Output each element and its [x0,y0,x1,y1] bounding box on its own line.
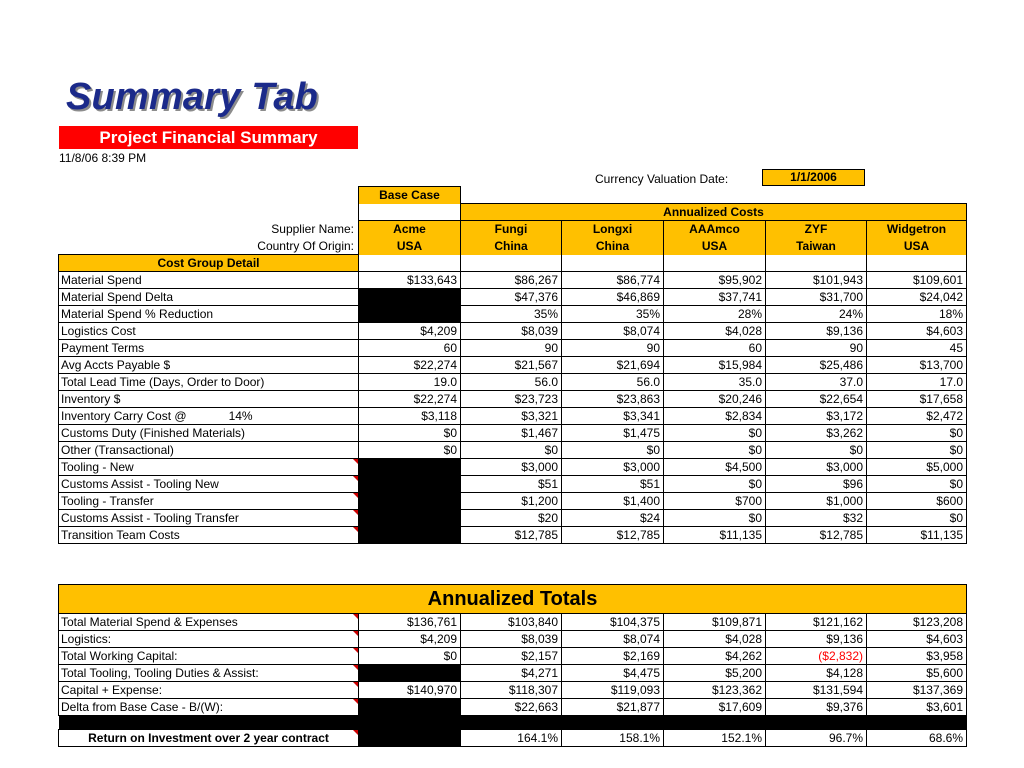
total-value-cell[interactable]: $3,958 [867,648,967,665]
total-value-cell[interactable]: $103,840 [461,614,562,631]
row-label [59,476,359,493]
value-cell[interactable]: $1,467 [461,425,562,442]
total-value-cell[interactable]: $9,136 [766,631,867,648]
table-row [59,699,967,716]
value-cell[interactable]: $0 [664,442,766,459]
value-cell[interactable] [359,510,461,527]
annualized-costs-header: Annualized Costs [461,204,967,221]
total-value-cell[interactable]: $3,601 [867,699,967,716]
value-cell[interactable]: $24 [562,510,664,527]
total-row-label: Total Material Spend & Expenses [59,614,359,631]
total-value-cell[interactable]: $104,375 [562,614,664,631]
value-cell[interactable]: $12,785 [461,527,562,544]
roi-value-cell[interactable]: 96.7% [766,730,867,747]
table-row [59,289,967,306]
value-cell[interactable]: $31,700 [766,289,867,306]
row-label [59,289,359,306]
value-cell[interactable]: $0 [562,442,664,459]
value-cell[interactable]: $8,074 [562,323,664,340]
value-cell[interactable]: $0 [461,442,562,459]
table-row [59,476,967,493]
table-row [59,493,967,510]
row-label [59,323,359,340]
value-cell[interactable]: $0 [359,442,461,459]
roi-value-cell[interactable]: 164.1% [461,730,562,747]
value-cell[interactable]: $3,172 [766,408,867,425]
total-value-cell[interactable]: $140,970 [359,682,461,699]
row-label [59,442,359,459]
currency-valuation-label: Currency Valuation Date: [595,172,729,186]
row-label [59,459,359,476]
total-row-label: Total Tooling, Tooling Duties & Assist: [59,665,359,682]
total-value-cell[interactable]: $136,761 [359,614,461,631]
table-row [59,340,967,357]
row-label-text: Payment Terms [61,341,145,355]
value-cell[interactable]: $133,643 [359,272,461,289]
value-cell[interactable]: $32 [766,510,867,527]
value-cell[interactable]: $13,700 [867,357,967,374]
value-cell[interactable]: $0 [359,425,461,442]
row-label-text: Customs Assist - Tooling Transfer [61,511,239,525]
row-label-text: Tooling - Transfer [61,494,154,508]
value-cell[interactable]: $20 [461,510,562,527]
value-cell[interactable]: 19.0 [359,374,461,391]
value-cell[interactable]: $11,135 [867,527,967,544]
country-of-origin-label: Country Of Origin: [257,238,354,253]
row-label-text: Material Spend % Reduction [61,307,214,321]
value-cell[interactable]: $0 [867,442,967,459]
table-row [59,374,967,391]
total-row-label: Capital + Expense: [59,682,359,699]
value-cell[interactable]: $2,472 [867,408,967,425]
value-cell[interactable]: $600 [867,493,967,510]
total-value-cell[interactable]: $109,871 [664,614,766,631]
total-value-cell[interactable]: $121,162 [766,614,867,631]
value-cell[interactable]: $86,267 [461,272,562,289]
row-label-text: Logistics Cost [61,324,136,338]
value-cell[interactable]: 24% [766,306,867,323]
total-value-cell[interactable]: $2,157 [461,648,562,665]
value-cell[interactable]: $12,785 [562,527,664,544]
supplier-name: AAAmco [664,221,766,238]
row-label [59,374,359,391]
value-cell[interactable]: $3,118 [359,408,461,425]
table-row [59,682,967,699]
row-label [59,493,359,510]
value-cell[interactable]: $0 [867,510,967,527]
supplier-country: Taiwan [766,238,867,255]
table-row [59,357,967,374]
value-cell[interactable]: 45 [867,340,967,357]
row-label [59,408,359,425]
value-cell[interactable]: $0 [766,442,867,459]
value-cell[interactable]: $51 [461,476,562,493]
value-cell[interactable] [359,306,461,323]
value-cell[interactable]: $3,000 [562,459,664,476]
total-value-cell[interactable]: $4,475 [562,665,664,682]
total-value-cell[interactable] [359,665,461,682]
total-value-cell[interactable] [359,699,461,716]
total-value-cell[interactable]: $4,209 [359,631,461,648]
total-value-cell[interactable]: $123,208 [867,614,967,631]
value-cell[interactable]: $23,863 [562,391,664,408]
value-cell[interactable]: $0 [867,476,967,493]
value-cell[interactable]: $1,000 [766,493,867,510]
supplier-country: USA [867,238,967,255]
value-cell[interactable]: $23,723 [461,391,562,408]
table-row [59,631,967,648]
value-cell[interactable]: $22,274 [359,391,461,408]
value-cell[interactable]: $46,869 [562,289,664,306]
total-value-cell[interactable]: $131,594 [766,682,867,699]
value-cell[interactable]: $17,658 [867,391,967,408]
value-cell[interactable]: $96 [766,476,867,493]
total-value-cell[interactable]: $5,600 [867,665,967,682]
value-cell[interactable]: $12,785 [766,527,867,544]
value-cell[interactable]: $109,601 [867,272,967,289]
row-label [59,272,359,289]
value-cell[interactable]: $0 [664,510,766,527]
table-row [59,527,967,544]
value-cell[interactable]: 90 [461,340,562,357]
value-cell[interactable]: $700 [664,493,766,510]
value-cell[interactable]: $9,136 [766,323,867,340]
value-cell[interactable]: $4,209 [359,323,461,340]
value-cell[interactable]: 56.0 [562,374,664,391]
total-value-cell[interactable]: $8,039 [461,631,562,648]
value-cell[interactable] [359,493,461,510]
supplier-name-label: Supplier Name: [271,222,354,236]
value-cell[interactable]: $1,400 [562,493,664,510]
value-cell[interactable]: 90 [766,340,867,357]
total-value-cell[interactable]: $2,169 [562,648,664,665]
supplier-country: USA [664,238,766,255]
row-label [59,510,359,527]
page-subtitle: Project Financial Summary [59,126,358,149]
value-cell[interactable]: $1,200 [461,493,562,510]
row-label-text: Avg Accts Payable $ [61,358,171,372]
value-cell[interactable]: 35.0 [664,374,766,391]
currency-valuation-date[interactable]: 1/1/2006 [762,169,865,186]
row-label-text: Material Spend Delta [61,290,174,304]
total-value-cell[interactable]: $4,603 [867,631,967,648]
roi-value-cell[interactable] [359,730,461,747]
total-row-label: Logistics: [59,631,359,648]
table-row [59,648,967,665]
value-cell[interactable] [359,476,461,493]
cost-group-detail-header: Cost Group Detail [59,255,359,272]
row-label-text: Inventory Carry Cost @ [61,409,187,423]
row-label-text: Transition Team Costs [61,528,180,542]
supplier-name: Longxi [562,221,664,238]
value-cell[interactable]: $21,567 [461,357,562,374]
value-cell[interactable]: $47,376 [461,289,562,306]
total-value-cell[interactable]: $8,074 [562,631,664,648]
supplier-country: China [562,238,664,255]
value-cell[interactable]: 17.0 [867,374,967,391]
value-cell[interactable]: 18% [867,306,967,323]
value-cell[interactable]: $0 [664,425,766,442]
value-cell[interactable]: $3,262 [766,425,867,442]
supplier-name: Widgetron [867,221,967,238]
base-case-label: Base Case [359,187,461,204]
row-label [59,340,359,357]
value-cell[interactable]: $3,341 [562,408,664,425]
total-value-cell[interactable]: $118,307 [461,682,562,699]
table-row [59,408,967,425]
value-cell[interactable]: 60 [664,340,766,357]
value-cell[interactable]: $22,654 [766,391,867,408]
roi-value-cell[interactable]: 152.1% [664,730,766,747]
value-cell[interactable]: $51 [562,476,664,493]
total-value-cell[interactable]: $123,362 [664,682,766,699]
total-value-cell[interactable]: $137,369 [867,682,967,699]
total-value-cell[interactable]: $22,663 [461,699,562,716]
row-label-text: Customs Assist - Tooling New [61,477,219,491]
value-cell[interactable]: $3,000 [461,459,562,476]
value-cell[interactable]: 35% [562,306,664,323]
value-cell[interactable]: $15,984 [664,357,766,374]
row-label-text: Other (Transactional) [61,443,174,457]
table-row [59,510,967,527]
row-label [59,306,359,323]
row-label-text: Material Spend [61,273,142,287]
row-label-text: Inventory $ [61,392,121,406]
table-row [59,391,967,408]
value-cell[interactable]: $20,246 [664,391,766,408]
supplier-name: Acme [359,221,461,238]
row-label [59,391,359,408]
row-label-text: Customs Duty (Finished Materials) [61,426,246,440]
value-cell[interactable]: $37,741 [664,289,766,306]
value-cell[interactable]: 35% [461,306,562,323]
value-cell[interactable]: $8,039 [461,323,562,340]
value-cell[interactable]: 56.0 [461,374,562,391]
blank-cell [59,187,359,204]
roi-row [59,730,967,747]
roi-value-cell[interactable]: 68.6% [867,730,967,747]
value-cell[interactable]: 60 [359,340,461,357]
value-cell[interactable]: $11,135 [664,527,766,544]
total-value-cell[interactable]: $4,271 [461,665,562,682]
table-row [59,306,967,323]
value-cell[interactable]: $3,321 [461,408,562,425]
value-cell[interactable]: $0 [664,476,766,493]
total-value-cell[interactable]: $17,609 [664,699,766,716]
value-cell[interactable]: $1,475 [562,425,664,442]
carry-rate-value[interactable]: 14% [228,409,253,423]
value-cell[interactable]: $4,500 [664,459,766,476]
value-cell[interactable]: $4,603 [867,323,967,340]
page-title: Summary Tab [66,76,319,118]
row-label-text: Tooling - New [61,460,134,474]
value-cell[interactable]: $25,486 [766,357,867,374]
value-cell[interactable]: $22,274 [359,357,461,374]
value-cell[interactable]: $101,943 [766,272,867,289]
value-cell[interactable] [359,527,461,544]
value-cell[interactable]: $0 [867,425,967,442]
total-value-cell[interactable]: $21,877 [562,699,664,716]
total-value-cell[interactable]: $119,093 [562,682,664,699]
roi-label: Return on Investment over 2 year contract [59,730,359,747]
value-cell[interactable]: $86,774 [562,272,664,289]
total-value-cell[interactable]: $5,200 [664,665,766,682]
row-label [59,357,359,374]
value-cell[interactable]: $5,000 [867,459,967,476]
supplier-name: Fungi [461,221,562,238]
total-row-label: Total Working Capital: [59,648,359,665]
totals-table [58,584,967,747]
value-cell[interactable]: $3,000 [766,459,867,476]
value-cell[interactable]: $95,902 [664,272,766,289]
value-cell[interactable]: 37.0 [766,374,867,391]
row-label [59,527,359,544]
table-row [59,323,967,340]
table-row [59,614,967,631]
row-label [59,425,359,442]
supplier-country: USA [359,238,461,255]
value-cell[interactable]: $24,042 [867,289,967,306]
total-value-cell[interactable]: $4,028 [664,631,766,648]
value-cell[interactable] [359,459,461,476]
timestamp: 11/8/06 8:39 PM [59,151,147,165]
total-value-cell[interactable]: $0 [359,648,461,665]
roi-value-cell[interactable]: 158.1% [562,730,664,747]
supplier-country: China [461,238,562,255]
total-value-cell[interactable]: $9,376 [766,699,867,716]
cost-table [58,186,967,544]
table-row [59,459,967,476]
value-cell[interactable]: $4,028 [664,323,766,340]
total-value-cell[interactable]: $4,128 [766,665,867,682]
value-cell[interactable]: $21,694 [562,357,664,374]
table-row [59,665,967,682]
total-row-label: Delta from Base Case - B/(W): [59,699,359,716]
value-cell[interactable]: $2,834 [664,408,766,425]
spacer-row [59,716,967,730]
total-value-cell[interactable]: $4,262 [664,648,766,665]
table-row [59,442,967,459]
annualized-totals-title: Annualized Totals [59,585,967,614]
value-cell[interactable]: 28% [664,306,766,323]
table-row [59,425,967,442]
row-label-text: Total Lead Time (Days, Order to Door) [61,375,265,389]
table-row [59,272,967,289]
supplier-name: ZYF [766,221,867,238]
total-value-cell[interactable]: ($2,832) [766,648,867,665]
value-cell[interactable]: 90 [562,340,664,357]
value-cell[interactable] [359,289,461,306]
